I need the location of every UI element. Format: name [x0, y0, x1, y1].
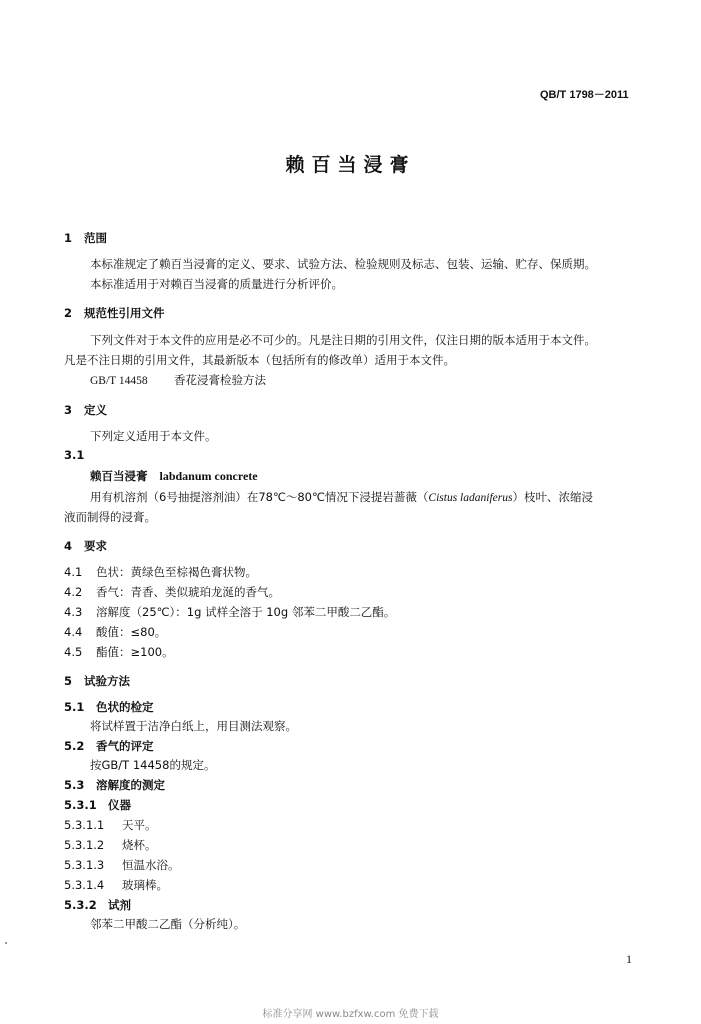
requirement-item: [64, 624, 166, 640]
item-text: 玻璃棒。: [122, 878, 168, 892]
term-chinese: 赖百当浸膏: [90, 469, 148, 483]
term-english: labdanum concrete: [159, 469, 258, 483]
item-number: 5.3: [64, 778, 85, 792]
section-5-heading: [64, 673, 130, 689]
section-title: 试验方法: [84, 674, 130, 688]
item-text: 恒温水浴。: [122, 858, 180, 872]
item-text: 酸值：≤80。: [96, 625, 167, 639]
item-number: 5.3.1.3: [64, 858, 105, 872]
item-text: 试剂: [108, 898, 131, 912]
instrument-item: [64, 817, 157, 833]
reference-code: GB/T 14458: [90, 375, 148, 387]
paragraph: 将试样置于洁净白纸上，用目测法观察。: [90, 719, 297, 733]
item-number: 4.3: [64, 605, 83, 619]
reference-title: 香花浸膏检验方法: [174, 373, 266, 387]
item-text: 色状：黄绿色至棕褐色膏状物。: [96, 565, 257, 579]
section-number: 5: [64, 674, 73, 688]
item-number: 5.3.2: [64, 898, 97, 912]
item-number: 4.2: [64, 585, 83, 599]
page-number: 1: [626, 952, 632, 966]
item-text: 天平。: [122, 818, 157, 832]
section-4-heading: [64, 538, 107, 554]
section-title: 要求: [84, 539, 107, 553]
requirement-item: [64, 584, 280, 600]
subsection-heading: [64, 738, 154, 754]
subsection-number: 3.1: [64, 448, 85, 462]
definition-text: 用有机溶剂（6号抽提溶剂油）在78℃～80℃情况下浸提岩蔷薇（: [90, 490, 429, 504]
normative-reference: [90, 372, 266, 388]
instrument-item: [64, 837, 157, 853]
item-number: 4.5: [64, 645, 83, 659]
scan-speck: [5, 942, 7, 944]
section-title: 规范性引用文件: [84, 306, 165, 320]
watermark: 标准分享网 www.bzfxw.com 免费下载: [262, 1009, 439, 1020]
standard-number: QB/T 1798－2011: [540, 89, 629, 101]
item-number: 4.4: [64, 625, 83, 639]
requirement-item: [64, 564, 257, 580]
requirement-item: [64, 644, 174, 660]
item-text: 色状的检定: [96, 700, 154, 714]
item-number: 5.3.1: [64, 798, 97, 812]
section-title: 范围: [84, 231, 107, 245]
section-number: 4: [64, 539, 73, 553]
paragraph: 按GB/T 14458的规定。: [90, 758, 216, 772]
item-text: 酯值：≥100。: [96, 645, 174, 659]
item-text: 烧杯。: [122, 838, 157, 852]
paragraph: 本标准规定了赖百当浸膏的定义、要求、试验方法、检验规则及标志、包装、运输、贮存、保质期。: [90, 257, 596, 271]
species-name: Cistus ladaniferus: [428, 492, 513, 504]
item-text: 香气：青香、类似琥珀龙涎的香气。: [96, 585, 280, 599]
requirement-item: [64, 604, 395, 620]
definition-line: 液而制得的浸膏。: [64, 510, 156, 524]
item-text: 仪器: [108, 798, 131, 812]
subsection-heading: [64, 797, 131, 813]
item-number: 5.2: [64, 739, 85, 753]
section-title: 定义: [84, 403, 107, 417]
item-text: 香气的评定: [96, 739, 154, 753]
instrument-item: [64, 857, 180, 873]
document-title: 赖百当浸膏: [285, 154, 416, 176]
subsection-heading: [64, 699, 154, 715]
section-1-heading: [64, 230, 107, 246]
definition-line: [90, 489, 593, 505]
item-number: 5.3.1.1: [64, 818, 105, 832]
paragraph: 下列定义适用于本文件。: [90, 429, 217, 443]
section-number: 1: [64, 231, 73, 245]
definition-text: ）枝叶、浓缩浸: [512, 490, 593, 504]
section-3-heading: [64, 402, 107, 418]
paragraph: 下列文件对于本文件的应用是必不可少的。凡是注日期的引用文件，仅注日期的版本适用于本文件。: [90, 333, 596, 347]
item-text: 溶解度的测定: [96, 778, 165, 792]
subsection-heading: [64, 897, 131, 913]
item-number: 4.1: [64, 565, 83, 579]
item-number: 5.1: [64, 700, 85, 714]
section-number: 3: [64, 403, 73, 417]
item-number: 5.3.1.4: [64, 878, 105, 892]
section-2-heading: [64, 305, 165, 321]
item-number: 5.3.1.2: [64, 838, 105, 852]
paragraph: 邻苯二甲酸二乙酯（分析纯）。: [90, 917, 246, 931]
section-number: 2: [64, 306, 73, 320]
instrument-item: [64, 877, 168, 893]
term: [90, 468, 258, 484]
paragraph: 本标准适用于对赖百当浸膏的质量进行分析评价。: [90, 277, 343, 291]
item-text: 溶解度（25℃）：1g 试样全溶于 10g 邻苯二甲酸二乙酯。: [96, 605, 396, 619]
subsection-heading: [64, 777, 165, 793]
paragraph: 凡是不注日期的引用文件，其最新版本（包括所有的修改单）适用于本文件。: [64, 353, 455, 367]
